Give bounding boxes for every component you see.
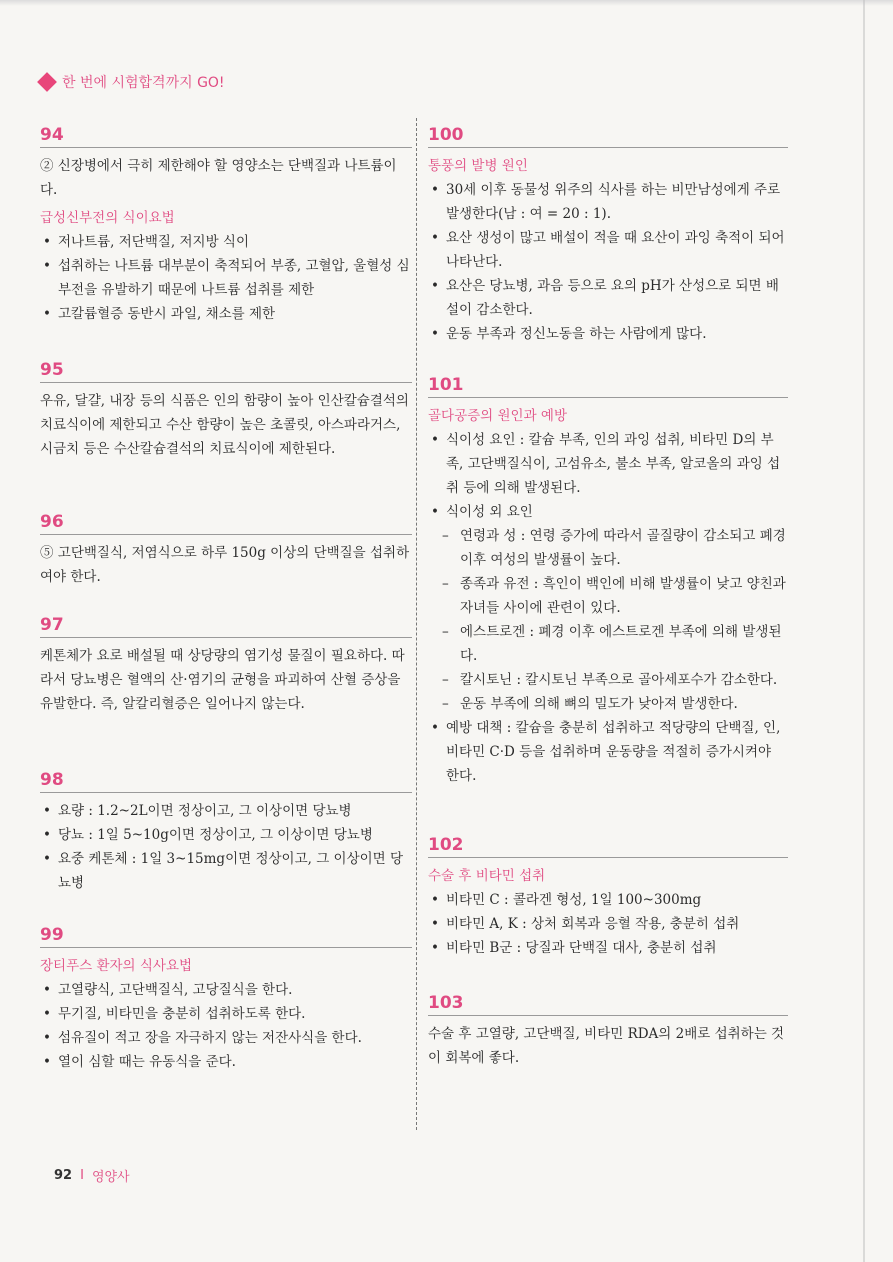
answer-text: 수술 후 고열량, 고단백질, 비타민 RDA의 2배로 섭취하는 것이 회복에 좋다. — [428, 1026, 785, 1066]
sub-list-item: – 칼시토닌 : 칼시토닌 부족으로 골아세포수가 감소한다. — [428, 668, 788, 692]
list-item: • 예방 대책 : 칼슘을 충분히 섭취하고 적당량의 단백질, 인, 비타민 C·D 등을 섭취하며 운동량을 적절히 증가시켜야 한다. — [428, 716, 788, 788]
dash-list — [428, 524, 788, 716]
book-title: 영양사 — [91, 1170, 130, 1185]
list-item: • 비타민 B군 : 당질과 단백질 대사, 충분히 섭취 — [428, 936, 788, 960]
section-subhead: 수술 후 비타민 섭취 — [428, 868, 546, 884]
bullet-list — [40, 230, 412, 326]
bullet-list — [428, 716, 788, 788]
page-header — [40, 72, 225, 92]
list-item: • 저나트륨, 저단백질, 저지방 식이 — [40, 230, 412, 254]
answer-100 — [428, 125, 788, 375]
answer-101 — [428, 375, 788, 835]
list-item: • 운동 부족과 정신노동을 하는 사람에게 많다. — [428, 322, 788, 346]
answer-98 — [40, 770, 412, 925]
page-number: 92 — [54, 1168, 73, 1183]
footer-separator: I — [80, 1168, 84, 1183]
answer-99 — [40, 925, 412, 1074]
list-item: • 고열량식, 고단백질식, 고당질식을 한다. — [40, 978, 412, 1002]
list-item: • 무기질, 비타민을 충분히 섭취하도록 한다. — [40, 1002, 412, 1026]
bullet-list — [40, 978, 412, 1074]
list-item: • 비타민 A, K : 상처 회복과 응혈 작용, 충분히 섭취 — [428, 912, 788, 936]
bullet-list — [428, 888, 788, 960]
answer-97 — [40, 615, 412, 770]
scan-edge-top — [0, 0, 893, 6]
question-number: 100 — [428, 125, 788, 148]
sub-list-item: – 종족과 유전 : 흑인이 백인에 비해 발생률이 낮고 양친과 자녀들 사이에 관련이 있다. — [428, 572, 788, 620]
page-footer — [54, 1166, 130, 1185]
answer-103 — [428, 993, 788, 1070]
diamond-icon — [37, 72, 57, 92]
list-item: • 요량 : 1.2~2L이면 정상이고, 그 이상이면 당뇨병 — [40, 799, 412, 823]
section-subhead: 급성신부전의 식이요법 — [40, 210, 175, 226]
list-item: • 요산은 당뇨병, 과음 등으로 요의 pH가 산성으로 되면 배설이 감소한다. — [428, 274, 788, 322]
scan-edge-right — [863, 0, 865, 1262]
question-number: 95 — [40, 360, 412, 383]
question-number: 101 — [428, 375, 788, 398]
bullet-list — [40, 799, 412, 895]
answer-text: ② 신장병에서 극히 제한해야 할 영양소는 단백질과 나트륨이다. — [40, 158, 397, 198]
list-item: • 30세 이후 동물성 위주의 식사를 하는 비만남성에게 주로 발생한다(남 : 여 = 20 : 1). — [428, 178, 788, 226]
answer-94 — [40, 125, 412, 360]
question-number: 97 — [40, 615, 412, 638]
answer-text: 우유, 달걀, 내장 등의 식품은 인의 함량이 높아 인산칼슘결석의 치료식이에 제한되고 수산 함량이 높은 초콜릿, 아스파라거스, 시금치 등은 수산칼슘결석의 치료식이에 제한된다. — [40, 393, 409, 457]
list-item: • 식이성 요인 : 칼슘 부족, 인의 과잉 섭취, 비타민 D의 부족, 고단백질식이, 고섬유소, 불소 부족, 알코올의 과잉 섭취 등에 의해 발생된다. — [428, 428, 788, 500]
answer-102 — [428, 835, 788, 993]
list-item: • 비타민 C : 콜라겐 형성, 1일 100~300mg — [428, 888, 788, 912]
section-subhead: 골다공증의 원인과 예방 — [428, 408, 567, 424]
list-item: • 섬유질이 적고 장을 자극하지 않는 저잔사식을 한다. — [40, 1026, 412, 1050]
answer-text: ⑤ 고단백질식, 저염식으로 하루 150g 이상의 단백질을 섭취하여야 한다. — [40, 545, 410, 585]
list-item: • 당뇨 : 1일 5~10g이면 정상이고, 그 이상이면 당뇨병 — [40, 823, 412, 847]
section-subhead: 통풍의 발병 원인 — [428, 158, 528, 174]
list-item: • 요중 케톤체 : 1일 3~15mg이면 정상이고, 그 이상이면 당뇨병 — [40, 847, 412, 895]
list-item: • 고칼륨혈증 동반시 과일, 채소를 제한 — [40, 302, 412, 326]
list-item: • 요산 생성이 많고 배설이 적을 때 요산이 과잉 축적이 되어 나타난다. — [428, 226, 788, 274]
answer-96 — [40, 512, 412, 615]
header-title: 한 번에 시험합격까지 GO! — [62, 75, 225, 91]
question-number: 103 — [428, 993, 788, 1016]
right-column — [428, 125, 788, 1070]
answer-95 — [40, 360, 412, 512]
list-item: • 식이성 외 요인 — [428, 500, 788, 524]
column-divider — [416, 118, 417, 1130]
bullet-list — [428, 428, 788, 524]
question-number: 98 — [40, 770, 412, 793]
sub-list-item: – 운동 부족에 의해 뼈의 밀도가 낮아져 발생한다. — [428, 692, 788, 716]
question-number: 94 — [40, 125, 412, 148]
question-number: 99 — [40, 925, 412, 948]
sub-list-item: – 연령과 성 : 연령 증가에 따라서 골질량이 감소되고 폐경 이후 여성의 발생률이 높다. — [428, 524, 788, 572]
section-subhead: 장티푸스 환자의 식사요법 — [40, 958, 193, 974]
question-number: 102 — [428, 835, 788, 858]
list-item: • 섭취하는 나트륨 대부분이 축적되어 부종, 고혈압, 울혈성 심부전을 유발하기 때문에 나트륨 섭취를 제한 — [40, 254, 412, 302]
bullet-list — [428, 178, 788, 346]
left-column — [40, 125, 412, 1074]
list-item: • 열이 심할 때는 유동식을 준다. — [40, 1050, 412, 1074]
sub-list-item: – 에스트로겐 : 폐경 이후 에스트로겐 부족에 의해 발생된다. — [428, 620, 788, 668]
question-number: 96 — [40, 512, 412, 535]
answer-text: 케톤체가 요로 배설될 때 상당량의 염기성 물질이 필요하다. 따라서 당뇨병은 혈액의 산·염기의 균형을 파괴하여 산혈 증상을 유발한다. 즉, 알칼리혈증은 일어나지 않는다. — [40, 648, 405, 712]
